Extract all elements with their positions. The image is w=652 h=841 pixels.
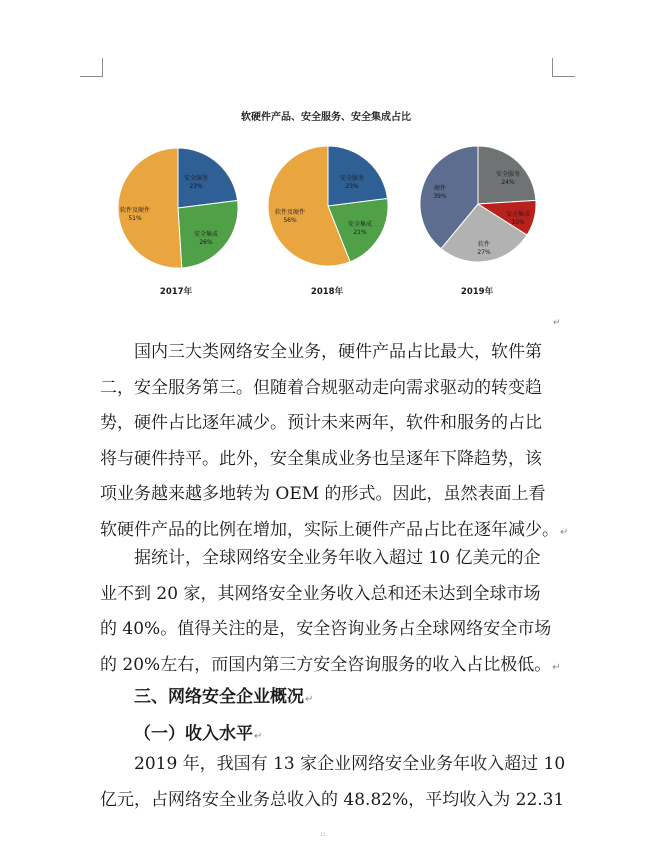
pie-slice-value: 27%: [477, 249, 491, 256]
pie-year-label: 2017年: [159, 287, 193, 297]
pie-year-label: 2019年: [460, 287, 494, 297]
pie-year-label: 2018年: [310, 287, 344, 297]
section-heading: [134, 682, 313, 707]
pie-slice-label: 安全集成: [505, 211, 531, 218]
text-line: 国内三大类网络安全业务，硬件产品占比最大，软件第: [134, 342, 542, 362]
pie-slice-label: 硬件: [433, 185, 447, 192]
pie-chart-2018: [268, 146, 388, 297]
subsection-heading: [134, 719, 262, 744]
text-line: 亿元，占网络安全业务总收入的 48.82%，平均收入为 22.31: [100, 789, 565, 810]
text-line: 的 20%左右，而国内第三方安全咨询服务的收入占比极低。↵: [100, 654, 561, 675]
page-footer-mark: ::: [320, 829, 326, 838]
pie-slice-label: 安全服务: [339, 175, 365, 182]
text-line: 的 40%。值得关注的是，安全咨询业务占全球网络安全市场: [100, 619, 552, 639]
pie-slice-label: 安全集成: [193, 231, 219, 238]
paragraph-mark: ↵: [552, 661, 561, 673]
pie-slice-value: 23%: [189, 183, 203, 190]
figure-paragraph-mark: ↵: [553, 318, 561, 328]
paragraph-mark: ↵: [560, 526, 569, 538]
pie-slice-label: 软件: [477, 241, 491, 248]
pie-slice-value: 51%: [128, 215, 142, 222]
text-line: 业不到 20 家，其网络安全业务收入总和还未达到全球市场: [100, 583, 541, 604]
text-line: 势，硬件占比逐年减少。预计未来两年，软件和服务的占比: [100, 413, 542, 433]
pie-slice-value: 10%: [511, 219, 525, 226]
pie-slice-label: 安全服务: [495, 171, 521, 178]
pie-slice-label: 软件及硬件: [119, 207, 151, 214]
pie-chart-2019: [420, 146, 536, 297]
section-heading-text: 三、网络安全企业概况: [134, 687, 304, 707]
pie-slice-value: 24%: [501, 179, 515, 186]
text-line: 2019 年，我国有 13 家企业网络安全业务年收入超过 10: [134, 754, 566, 774]
heading-paragraph-mark: ↵: [305, 694, 314, 705]
subsection-heading-text: （一）收入水平: [134, 724, 253, 744]
subheading-paragraph-mark: ↵: [254, 731, 263, 742]
pie-slice-label: 安全集成: [347, 221, 373, 228]
text-line: 项业务越来越多地转为 OEM 的形式。因此，虽然表面上看: [100, 484, 546, 504]
pie-slice-value: 26%: [199, 239, 213, 246]
text-line: 二，安全服务第三。但随着合规驱动走向需求驱动的转变趋: [100, 377, 542, 398]
text-line: 将与硬件持平。此外，安全集成业务也呈逐年下降趋势，该: [100, 448, 542, 469]
pie-slice-value: 23%: [345, 183, 359, 190]
text-line: 软硬件产品的比例在增加，实际上硬件产品占比在逐年减少。↵: [100, 519, 569, 540]
pie-slice-label: 安全服务: [183, 175, 209, 182]
pie-charts: [0, 0, 652, 310]
pie-slice-label: 软件及硬件: [274, 209, 306, 216]
figure-title: 软硬件产品、安全服务、安全集成占比: [241, 112, 411, 123]
pie-slice-value: 56%: [283, 217, 297, 224]
pie-slice-value: 39%: [433, 193, 447, 200]
pie-chart-2017: [118, 148, 238, 297]
pie-slice-value: 21%: [353, 229, 367, 236]
text-line: 据统计，全球网络安全业务年收入超过 10 亿美元的企: [134, 548, 541, 568]
